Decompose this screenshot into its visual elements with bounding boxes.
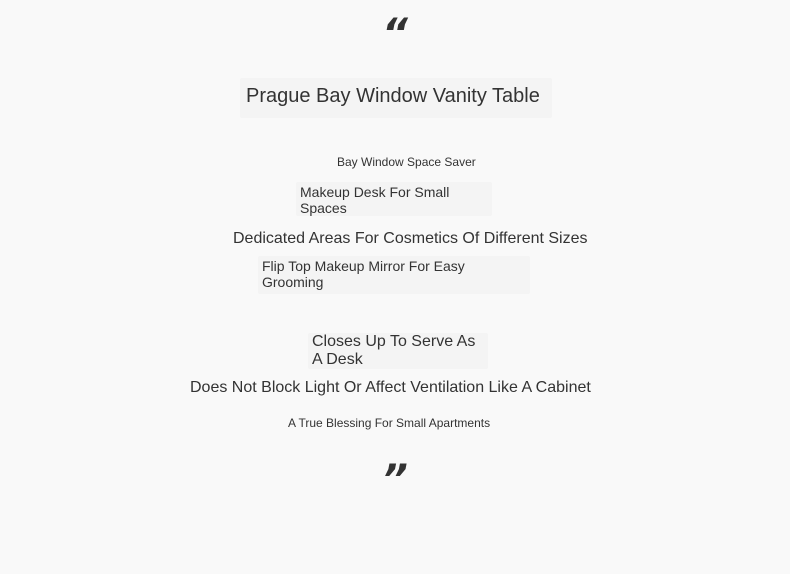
open-quote-icon: “ [382, 11, 408, 57]
feature-item-7: A True Blessing For Small Apartments [288, 416, 491, 430]
feature-item-2: Makeup Desk For Small Spaces [300, 184, 450, 217]
feature-item-5: Closes Up To Serve As A Desk [312, 333, 476, 369]
feature-item-3: Dedicated Areas For Cosmetics Of Different Sizes [233, 230, 588, 247]
feature-item-1: Bay Window Space Saver [337, 155, 476, 169]
feature-item-6: Does Not Block Light Or Affect Ventilation Like A Cabinet [190, 379, 591, 396]
close-quote-icon: ” [382, 457, 408, 503]
feature-item-4: Flip Top Makeup Mirror For Easy Grooming [262, 258, 465, 291]
page-title: Prague Bay Window Vanity Table [246, 85, 540, 107]
